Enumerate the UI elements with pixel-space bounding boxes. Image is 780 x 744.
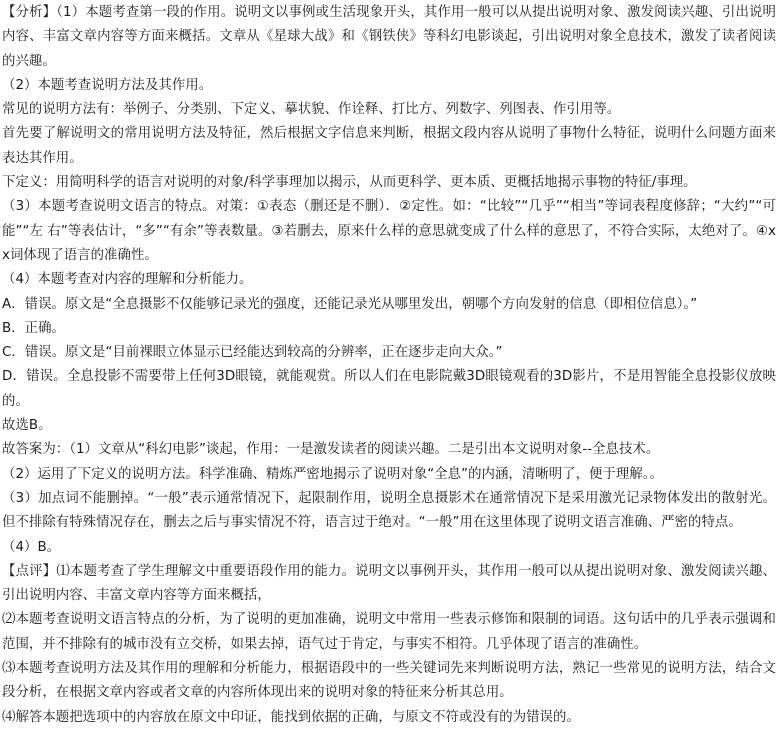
solution-document xyxy=(2,0,776,730)
answer-q4: （4）B。 xyxy=(2,539,61,555)
comment-q1: 【点评】⑴本题考查了学生理解文中重要语段作用的能力。说明文以事例开头，其作用一般可以从提出说明对象、激发阅读兴趣、引出说明内容、丰富文章内容等方面来概括， xyxy=(2,563,776,604)
analysis-q2-heading: （2）本题考查说明方法及其作用。 xyxy=(2,77,213,93)
option-a-analysis: A．错误。原文是“全息摄影不仅能够记录光的强度，还能记录光从哪里发出，朝哪个方向发射的信息（即相位信息）。” xyxy=(2,296,698,312)
comment-q3: ⑶本题考查说明方法及其作用的理解和分析能力，根据语段中的一些关键词先来判断说明方法，熟记一些常见的说明方法，结合文段分析，在根据文章内容或者文章的内容所体现出来的说明对象的特征来分析其总用。 xyxy=(2,661,776,701)
analysis-definition-explanation: 下定义：用简明科学的语言对说明的对象/科学事理加以揭示，从而更科学、更本质、更概括地揭示事物的特征/事理。 xyxy=(2,175,697,191)
option-b-analysis: B．正确。 xyxy=(2,320,65,336)
analysis-q4-heading: （4）本题考查对内容的理解和分析能力。 xyxy=(2,272,253,288)
answer-q3: （3）加点词不能删掉。“一般”表示通常情况下，起限制作用，说明全息摄影术在通常情况下是采用激光记录物体发出的散射光。但不排除有特殊情况存在，删去之后与事实情况不符，语言过于绝对。“一般”用在这里体现了说明文语言准确、严密的特点。 xyxy=(2,490,776,531)
option-c-analysis: C．错误。原文是“目前裸眼立体显示已经能达到较高的分辨率，正在逐步走向大众。” xyxy=(2,345,503,361)
analysis-q1-paragraph: 【分析】（1）本题考查第一段的作用。说明文以事例或生活现象开头，其作用一般可以从提出说明对象、激发阅读兴趣、引出说明内容、丰富文章内容等方面来概括。文章从《星球大战》和《钢铁侠》等科幻电影谈起，引出说明对象全息技术，激发了读者阅读的兴趣。 xyxy=(2,5,776,69)
comment-q2: ⑵本题考查说明文语言特点的分析，为了说明的更加准确，说明文中常用一些表示修饰和限制的词语。这句话中的几乎表示强调和范围，并不排除有的城市没有立交桥，如果去掉，语气过于肯定，与事实不相符。几乎体现了语言的准确性。 xyxy=(2,612,776,652)
comment-q4: ⑷解答本题把选项中的内容放在原文中印证，能找到依据的正确，与原文不符或没有的为错误的。 xyxy=(2,709,580,725)
answer-q2: （2）运用了下定义的说明方法。科学准确、精炼严密地揭示了说明对象“全息”的内涵，清晰明了，便于理解。。 xyxy=(2,466,663,482)
analysis-methods-list: 常见的说明方法有：举例子、分类别、下定义、摹状貌、作诠释、打比方、列数字、列图表、作引用等。 xyxy=(2,102,621,118)
answer-q1: 故答案为：（1）文章从“科幻电影”谈起，作用：一是激发读者的阅读兴趣。二是引出本文说明对象--全息技术。 xyxy=(2,442,660,458)
analysis-methods-approach: 首先要了解说明文的常用说明方法及特征，然后根据文字信息来判断，根据文段内容从说明了事物什么特征，说明什么问题方面来表达其作用。 xyxy=(2,126,776,166)
choice-conclusion: 故选B。 xyxy=(2,418,52,434)
option-d-analysis: D．错误。全息投影不需要带上任何3D眼镜，就能观赏。所以人们在电影院戴3D眼镜观看的3D影片，不是用智能全息投影仪放映的。 xyxy=(2,369,776,409)
analysis-q3-paragraph: （3）本题考查说明文语言的特点。对策：①表态（删还是不删）．②定性。如：“比较”“几乎”“相当”等词表程度修辞；“大约”“可能”“左 右”等表估计，“多”“有余”等表数量。③若删去，原来什么样的意思就变成了什么样的意思了，不符合实际，太绝对了。④xx词体现了语言的准确性。 xyxy=(2,199,776,263)
